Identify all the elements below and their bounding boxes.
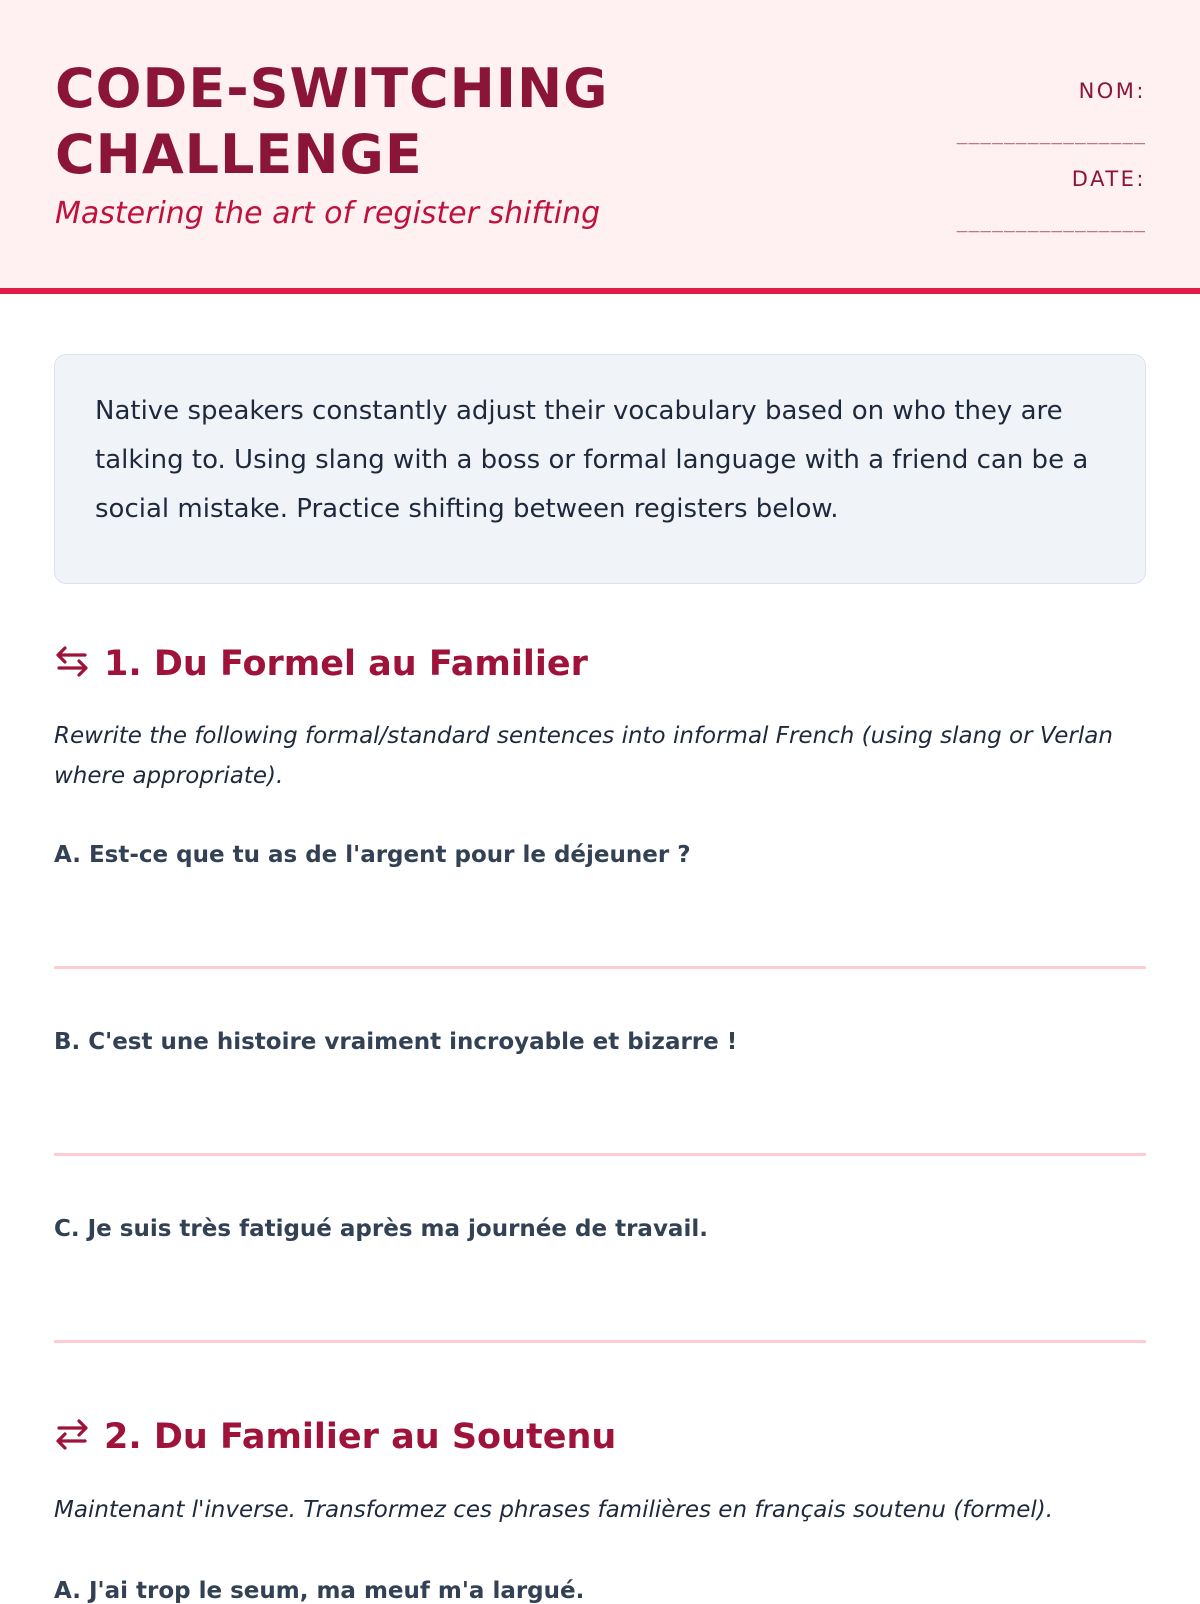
section-1-question-c: C. Je suis très fatigué après ma journée de travail. bbox=[54, 1216, 708, 1242]
section-1-answer-b-line[interactable] bbox=[54, 1153, 1146, 1156]
swap-arrows-icon bbox=[54, 643, 90, 679]
name-blank[interactable]: ________________ bbox=[956, 124, 1146, 145]
worksheet-title: CODE-SWITCHING CHALLENGE bbox=[55, 57, 609, 186]
section-2-title-text: 2. Du Familier au Soutenu bbox=[104, 1417, 617, 1457]
section-2-question-a: A. J'ai trop le seum, ma meuf m'a largué. bbox=[54, 1578, 585, 1604]
name-label: NOM: bbox=[1078, 79, 1146, 103]
worksheet-header bbox=[0, 0, 1200, 294]
section-1-answer-c-line[interactable] bbox=[54, 1340, 1146, 1343]
section-1-title bbox=[54, 642, 588, 686]
section-2-instruction: Maintenant l'inverse. Transformez ces phrases familières en français soutenu (formel). bbox=[54, 1497, 1054, 1523]
intro-box bbox=[54, 354, 1146, 584]
section-1-question-a: A. Est-ce que tu as de l'argent pour le déjeuner ? bbox=[54, 842, 691, 868]
section-1-question-b: B. C'est une histoire vraiment incroyable et bizarre ! bbox=[54, 1029, 738, 1055]
section-1-instruction: Rewrite the following formal/standard sentences into informal French (using slang or Verlan where appropriate). bbox=[54, 723, 1113, 789]
intro-text: Native speakers constantly adjust their vocabulary based on who they are talking to. Using slang with a boss or formal language with a friend can be a social mistake. Practice shifting between registers below. bbox=[95, 396, 1089, 524]
date-label: DATE: bbox=[1071, 167, 1146, 191]
student-fields bbox=[906, 76, 1146, 252]
worksheet-subtitle: Mastering the art of register shifting bbox=[55, 196, 601, 231]
exchange-arrows-icon bbox=[54, 1416, 90, 1452]
date-blank[interactable]: ________________ bbox=[956, 212, 1146, 233]
section-1-title-text: 1. Du Formel au Familier bbox=[104, 644, 588, 684]
section-1-answer-a-line[interactable] bbox=[54, 966, 1146, 969]
section-2-title bbox=[54, 1415, 616, 1459]
